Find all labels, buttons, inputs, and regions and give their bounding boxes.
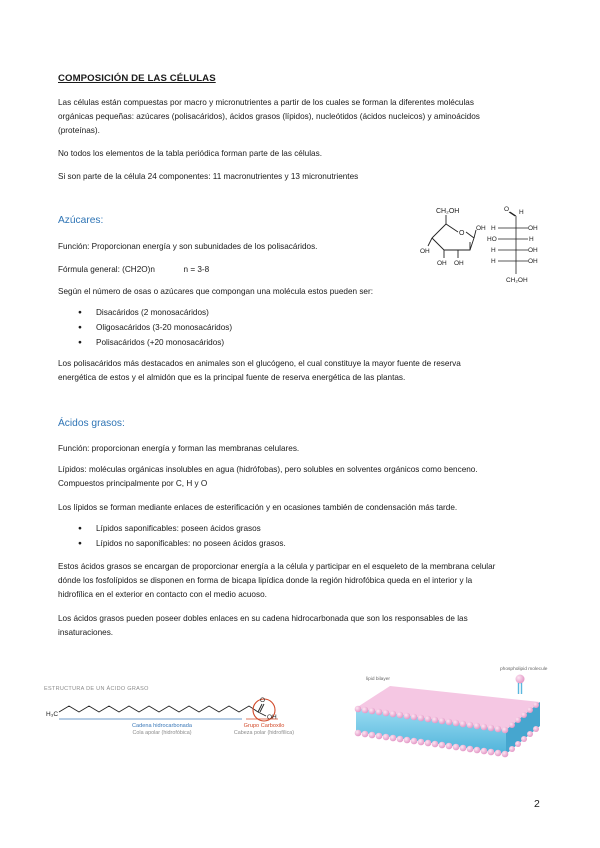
formula-label: Fórmula general: (CH2O)n [58,265,155,274]
phospholipid-head [516,675,525,684]
chain-ch2oh: CH₂OH [506,277,528,284]
chain-ho: HO [487,236,497,243]
text-line: dónde los fosfolípidos se disponen en forma de bicapa lipídica donde la región hidrofóbica queda en el interior y la [58,576,473,586]
section-heading-acidos: Ácidos grasos: [58,418,125,429]
chain-label: Cadena hidrocarbonada [131,723,193,729]
text-line: Función: proporcionan energía y forman las membranas celulares. [58,444,300,453]
chain-sublabel: Cola apolar (hidrofóbica) [132,730,192,736]
h3c-label: H₃C [46,711,59,718]
ring-oh: OH [476,225,486,232]
oxygen-label: O [260,697,266,704]
text-line: hidrofílica en el exterior en contacto con el medio acuoso. [58,590,267,600]
figure-caption: ESTRUCTURA DE UN ÁCIDO GRASO [44,686,149,692]
azucares-list [58,306,232,350]
list-item: ● Polisacáridos (+20 monosacáridos) [58,336,232,351]
hydrocarbon-chain [59,706,258,712]
text-line: Función: Proporcionan energía y son subunidades de los polisacáridos. [58,242,318,251]
ring-oxygen: O [459,230,465,237]
text-line: Las células están compuestas por macro y micronutrientes a partir de los cuales se forman la diferentes moléculas [58,98,474,107]
carboxyl-label: Grupo Carboxilo [243,723,285,729]
molecule-label-line1: phospholipid molecule [500,667,548,672]
list-item: ● Lípidos no saponificables: no poseen ácidos grasos. [58,537,286,552]
chain-h: H [491,247,496,254]
chain-oh: OH [528,247,538,254]
text-line: Los ácidos grasos pueden poseer dobles enlaces en su cadena hidrocarbonada que son los responsables de las [58,614,468,623]
text-line: Estos ácidos grasos se encargan de proporcionar energía a la célula y participar en el esqueleto de la membrana celular [58,562,496,571]
chain-h: H [491,258,496,265]
text-line: Si son parte de la célula 24 componentes: 11 macronutrientes y 13 micronutrientes [58,172,359,181]
lipidos-list [58,522,286,552]
section-heading-azucares: Azúcares: [58,215,104,226]
text-line: orgánicas pequeñas: azúcares (polisacáridos), ácidos grasos (lípidos), nucleótidos (ácidos nucleicos) y aminoácidos [58,112,480,122]
formula-n: n = 3-8 [183,265,210,274]
ring-oh: OH [437,260,447,267]
list-item: ● Oligosacáridos (3-20 monosacáridos) [58,321,232,336]
ring-oh: OH [420,248,430,255]
polisacaridos-paragraph [58,357,538,385]
formula-line [58,263,408,277]
chain-oh: OH [528,225,538,232]
chain-oxygen: O [504,206,510,213]
list-item: ● Lípidos saponificables: poseen ácidos grasos [58,522,286,537]
text-line: Los lípidos se forman mediante enlaces de esterificación y en ocasiones también de condensación más tarde. [58,503,458,512]
oh-label: OH [267,714,277,721]
lipid-bilayer-figure [352,660,548,764]
chain-h: H [529,236,534,243]
page-number: 2 [534,798,540,810]
fosfolipidos-paragraph [58,560,538,603]
dobles-enlaces-paragraph [58,612,538,640]
chain-h: H [491,225,496,232]
text-line: Según el número de osas o azúcares que compongan una molécula estos pueden ser: [58,287,373,296]
intro-paragraph [58,96,538,139]
carboxyl-sublabel: Cabeza polar (hidrofílica) [233,730,295,736]
text-line: (proteínas). [58,126,100,136]
glucose-structure-figure [418,202,548,288]
bilayer-label: lipid bilayer [366,677,390,682]
text-line: Lípidos: moléculas orgánicas insolubles en agua (hidrófobas), pero solubles en solventes orgánicos como benceno. [58,465,478,474]
chain-oh: OH [528,258,538,265]
text-line: insaturaciones. [58,628,114,638]
ring-ch2oh: CH₂OH [436,208,460,215]
ring-oh: OH [454,260,464,267]
lipidos-paragraph [58,463,538,491]
text-line: No todos los elementos de la tabla periódica forman parte de las células. [58,149,322,158]
chain-h: H [519,209,524,216]
page-title: COMPOSICIÓN DE LAS CÉLULAS [58,73,216,84]
text-line: Compuestos principalmente por C, H y O [58,479,208,489]
list-item: ● Disacáridos (2 monosacáridos) [58,306,232,321]
text-line: energética de estos y el almidón que es la principal fuente de reserva energética de las plantas. [58,373,406,383]
text-line: Los polisacáridos más destacados en animales son el glucógeno, el cual constituye la mayor fuente de reserva [58,359,461,368]
fatty-acid-structure-figure [42,676,338,738]
